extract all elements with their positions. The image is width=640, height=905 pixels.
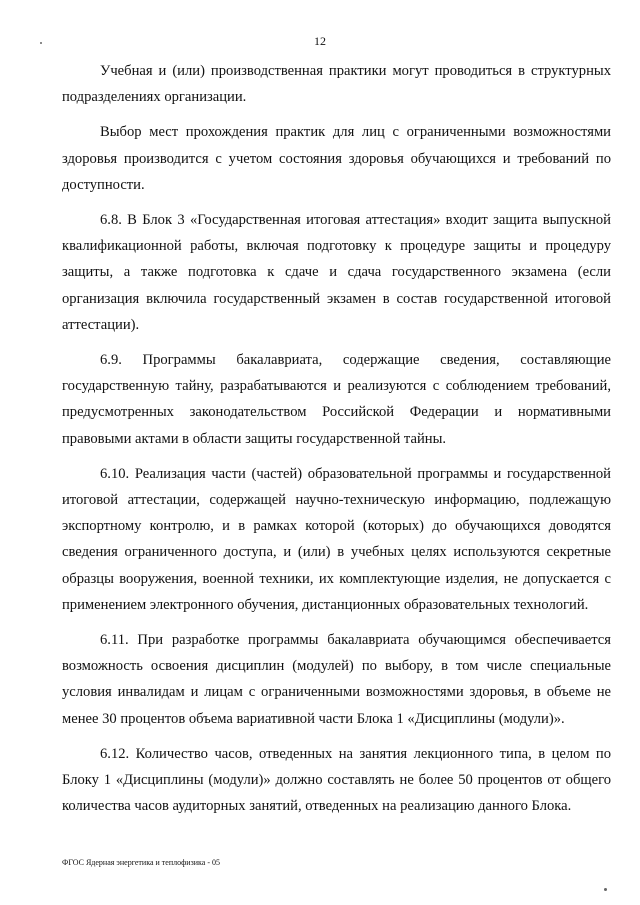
footer-standard-name: ФГОС Ядерная энергетика и теплофизика - 05 (62, 858, 220, 867)
paragraph-6-12: 6.12. Количество часов, отведенных на занятия лекционного типа, в целом по Блоку 1 «Дисциплины (модули)» должно составлять не более 50 процентов от общего количества часов аудиторных занятий, отведенных на реализацию данного Блока. (62, 745, 611, 815)
paragraph-6-11: 6.11. При разработке программы бакалавриата обучающимся обеспечивается возможность освоения дисциплин (модулей) по выбору, в том числе специальные условия инвалидам и лицам с ограниченными возможностями здоровья, в объеме не менее 30 процентов объема вариативной части Блока 1 «Дисциплины (модули)». (62, 632, 611, 727)
document-body (62, 58, 611, 828)
scan-speck (604, 888, 607, 891)
paragraph-6-9: 6.9. Программы бакалавриата, содержащие сведения, составляющие государственную тайну, разрабатываются и реализуются с соблюдением требований, предусмотренных законодательством Российской Федерации и нормативными правовыми актами в области защиты государственной тайны. (62, 352, 611, 447)
scan-speck (40, 42, 42, 44)
paragraph-practice-disabilities: Выбор мест прохождения практик для лиц с ограниченными возможностями здоровья производится с учетом состояния здоровья обучающихся и требований по доступности. (62, 124, 611, 193)
paragraph-6-10: 6.10. Реализация части (частей) образовательной программы и государственной итоговой аттестации, содержащей научно-техническую информацию, подлежащую экспортному контролю, и в рамках которой (которых) до обучающихся доводятся сведения ограниченного доступа, и (или) в учебных целях используются секретные образцы вооружения, военной техники, их комплектующие изделия, не допускается с применением электронного обучения, дистанционных образовательных технологий. (62, 465, 611, 613)
paragraph-practice-location: Учебная и (или) производственная практики могут проводиться в структурных подразделениях организации. (62, 63, 611, 106)
page-number: 12 (314, 34, 326, 48)
paragraph-6-8: 6.8. В Блок 3 «Государственная итоговая аттестация» входит защита выпускной квалификационной работы, включая подготовку к процедуре защиты и процедуру защиты, а также подготовка к сдаче и сдача государственного экзамена (если организация включила государственный экзамен в состав государственной итоговой аттестации). (62, 212, 611, 333)
